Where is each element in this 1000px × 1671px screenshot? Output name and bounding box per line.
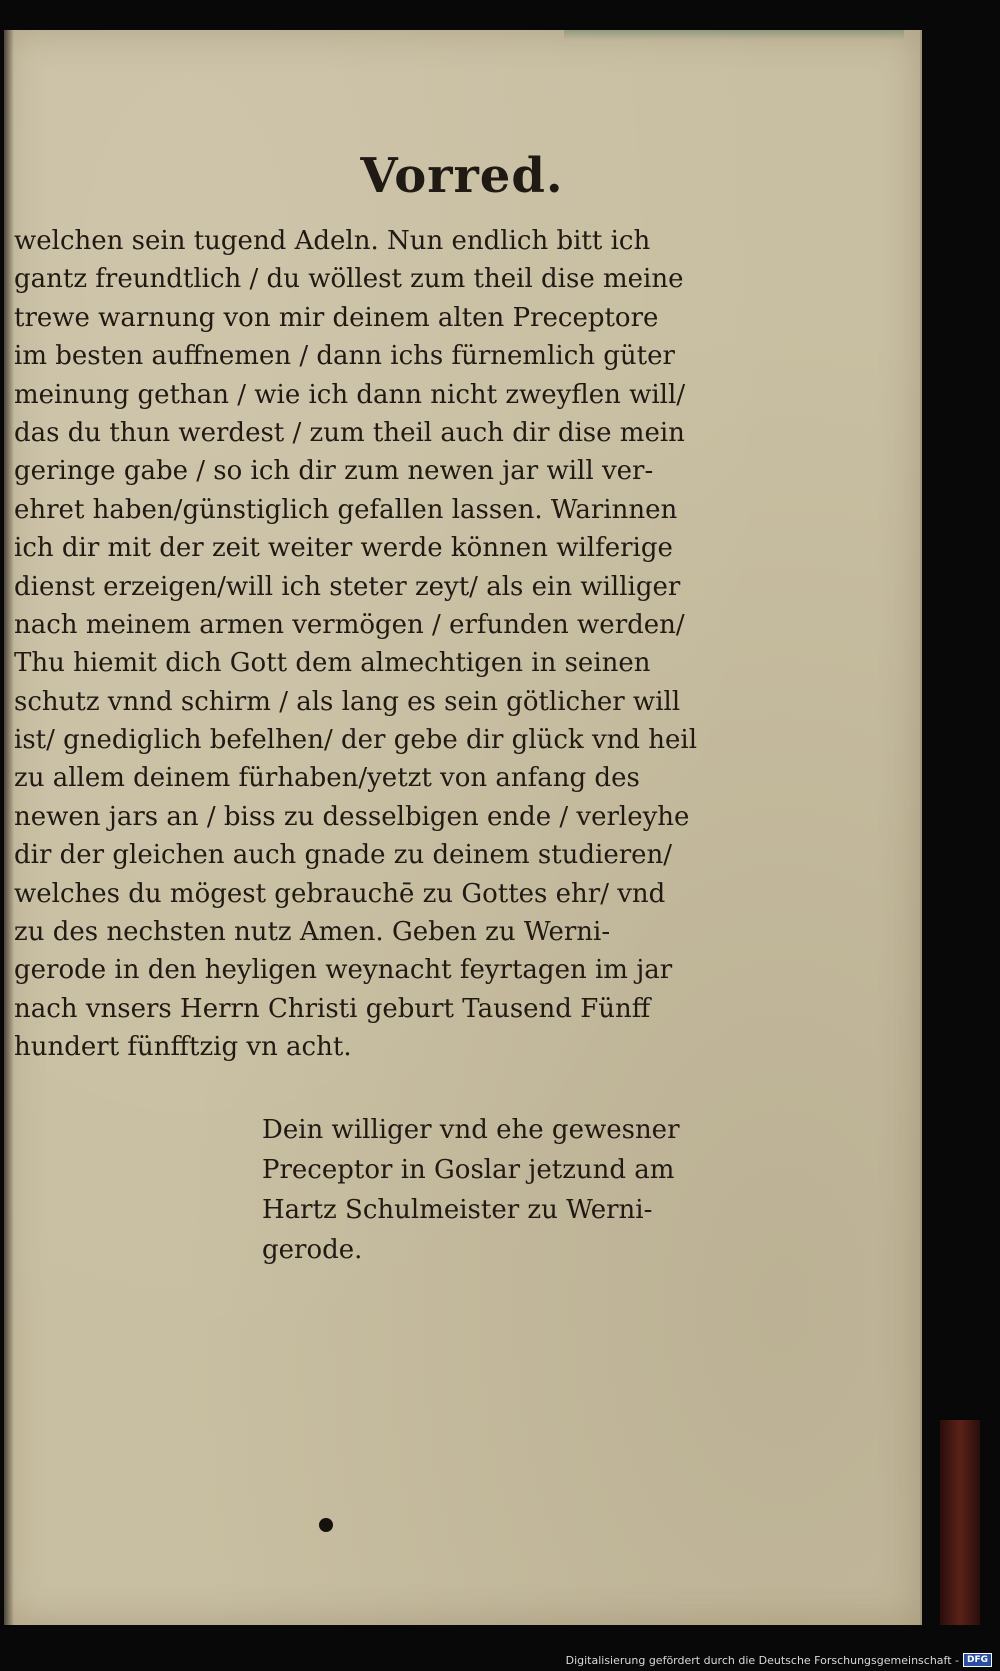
binding-edge xyxy=(940,1420,980,1625)
signature-line: Dein williger vnd ehe gewesner xyxy=(262,1115,680,1145)
text-line: dienst erzeigen/will ich steter zeyt/ als ein williger xyxy=(14,571,681,602)
page-top-discoloration xyxy=(564,30,904,40)
text-line: gerode in den heyligen weynacht feyrtagen im jar xyxy=(14,955,673,986)
ornament-dot xyxy=(319,1518,333,1532)
signature-line: Hartz Schulmeister zu Werni- xyxy=(262,1195,653,1225)
text-line: dir der gleichen auch gnade zu deinem studieren/ xyxy=(14,840,673,871)
dfg-logo-icon: DFG xyxy=(963,1653,992,1667)
text-line: gantz freundtlich / du wöllest zum theil dise meine xyxy=(14,264,684,295)
text-line: schutz vnnd schirm / als lang es sein götlicher will xyxy=(14,686,681,717)
page-gutter-shadow xyxy=(4,30,14,1625)
page-heading: Vorred. xyxy=(360,148,564,204)
text-line: zu des nechsten nutz Amen. Geben zu Werni- xyxy=(14,917,611,948)
text-line: newen jars an / biss zu desselbigen ende / verleyhe xyxy=(14,801,690,832)
text-line: nach vnsers Herrn Christi geburt Tausend Fünff xyxy=(14,993,651,1024)
signature-line: gerode. xyxy=(262,1235,363,1265)
text-line: welches du mögest gebrauchē zu Gottes ehr/ vnd xyxy=(14,878,666,909)
text-line: zu allem deinem fürhaben/yetzt von anfang des xyxy=(14,763,640,794)
body-text xyxy=(14,222,704,1067)
text-line: ich dir mit der zeit weiter werde können wilferige xyxy=(14,533,673,564)
text-line: geringe gabe / so ich dir zum newen jar will ver- xyxy=(14,456,654,487)
text-line: ist/ gnediglich befelhen/ der gebe dir glück vnd heil xyxy=(14,725,698,756)
text-line: nach meinem armen vermögen / erfunden werden/ xyxy=(14,609,685,640)
text-line: im besten auffnemen / dann ichs fürnemlich güter xyxy=(14,341,675,372)
signature-block xyxy=(262,1110,732,1270)
signature-line: Preceptor in Goslar jetzund am xyxy=(262,1155,675,1185)
text-line: Thu hiemit dich Gott dem almechtigen in seinen xyxy=(14,648,651,679)
digitization-footer xyxy=(566,1653,992,1667)
book-page xyxy=(4,30,922,1625)
text-line: meinung gethan / wie ich dann nicht zweyflen will/ xyxy=(14,379,686,410)
text-line: trewe warnung von mir deinem alten Preceptore xyxy=(14,302,659,333)
text-line: das du thun werdest / zum theil auch dir dise mein xyxy=(14,417,685,448)
text-line: ehret haben/günstiglich gefallen lassen. Warinnen xyxy=(14,494,678,525)
footer-text: Digitalisierung gefördert durch die Deutsche Forschungsgemeinschaft - xyxy=(565,1653,959,1667)
text-line: welchen sein tugend Adeln. Nun endlich bitt ich xyxy=(14,226,651,256)
text-line: hundert fünfftzig vn acht. xyxy=(14,1032,352,1063)
